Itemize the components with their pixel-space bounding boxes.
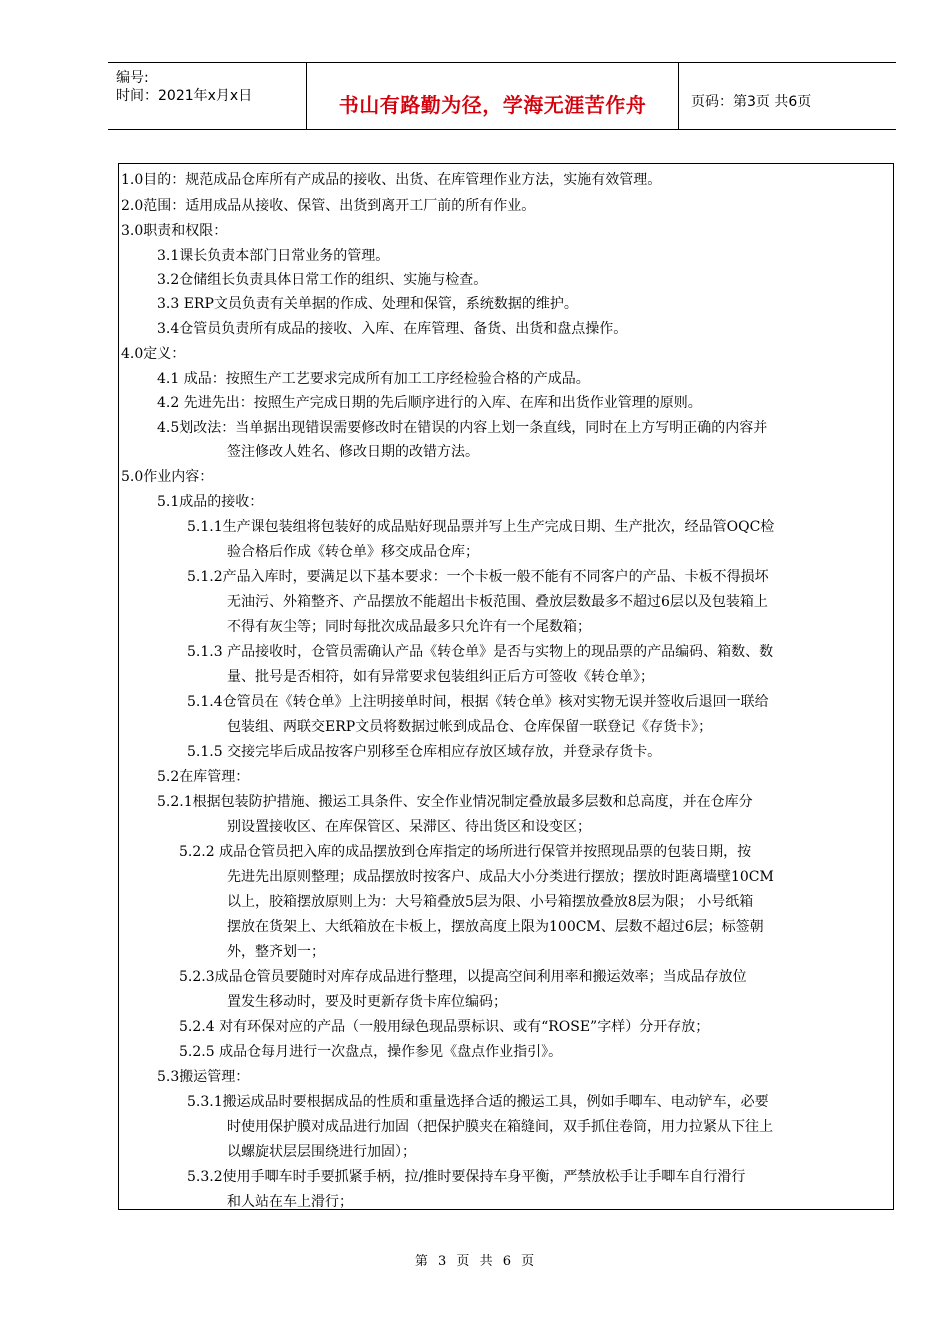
content-line: 5.2.3成品仓管员要随时对库存成品进行整理，以提高空间利用率和搬运效率；当成品存放位 bbox=[179, 969, 747, 985]
content-line: 1.0目的：规范成品仓库所有产成品的接收、出货、在库管理作业方法，实施有效管理。 bbox=[121, 172, 662, 188]
header-page-cell bbox=[679, 63, 896, 129]
content-line: 4.2 先进先出：按照生产完成日期的先后顺序进行的入库、在库和出货作业管理的原则。 bbox=[157, 395, 702, 411]
content-line: 3.2仓储组长负责具体日常工作的组织、实施与检查。 bbox=[157, 272, 488, 288]
document-header bbox=[108, 62, 896, 130]
content-line: 5.2.5 成品仓每月进行一次盘点，操作参见《盘点作业指引》。 bbox=[179, 1044, 563, 1060]
header-page-label: 页码：第3页 共6页 bbox=[691, 94, 812, 110]
content-line: 签注修改人姓名、修改日期的改错方法。 bbox=[227, 444, 479, 460]
footer-di: 第 bbox=[414, 1254, 429, 1269]
content-line: 5.2在库管理： bbox=[157, 769, 250, 785]
content-line: 3.3 ERP文员负责有关单据的作成、处理和保管，系统数据的维护。 bbox=[157, 296, 578, 312]
content-line: 5.0作业内容： bbox=[121, 469, 214, 485]
procedure-content-box bbox=[118, 163, 894, 1210]
content-line: 置发生移动时，要及时更新存货卡库位编码； bbox=[227, 994, 507, 1010]
content-line: 5.1.3 产品接收时，仓管员需确认产品《转仓单》是否与实物上的现品票的产品编码、箱数、数 bbox=[187, 644, 774, 660]
content-line: 3.1课长负责本部门日常业务的管理。 bbox=[157, 248, 390, 264]
footer-page-number: 3 bbox=[437, 1254, 448, 1269]
content-line: 5.1.5 交接完毕后成品按客户别移至仓库相应存放区域存放，并登录存货卡。 bbox=[187, 744, 662, 760]
content-line: 不得有灰尘等；同时每批次成品最多只允许有一个尾数箱； bbox=[227, 619, 591, 635]
content-line: 5.1.2产品入库时，要满足以下基本要求：一个卡板一般不能有不同客户的产品、卡板不得损坏 bbox=[187, 569, 769, 585]
content-line: 5.1.1生产课包装组将包装好的成品贴好现品票并写上生产完成日期、生产批次，经品管OQC检 bbox=[187, 519, 775, 535]
content-line: 外，整齐划一； bbox=[227, 944, 325, 960]
content-line: 3.0职责和权限： bbox=[121, 223, 228, 239]
content-line: 3.4仓管员负责所有成品的接收、入库、在库管理、备货、出货和盘点操作。 bbox=[157, 321, 628, 337]
header-motto: 书山有路勤为径，学海无涯苦作舟 bbox=[338, 93, 647, 117]
content-line: 5.2.4 对有环保对应的产品（一般用绿色现品票标识、或有“ROSE”字样）分开存放； bbox=[179, 1019, 710, 1035]
content-line: 5.3搬运管理： bbox=[157, 1069, 250, 1085]
footer-ye: 页 bbox=[521, 1254, 536, 1269]
content-line: 以螺旋状层层围绕进行加固）； bbox=[227, 1144, 416, 1160]
content-line: 先进先出原则整理；成品摆放时按客户、成品大小分类进行摆放；摆放时距离墙壁10CM bbox=[227, 869, 774, 885]
document-code-label: 编号: bbox=[116, 70, 149, 86]
content-line: 5.2.2 成品仓管员把入库的成品摆放到仓库指定的场所进行保管并按照现品票的包装日期，按 bbox=[179, 844, 752, 860]
document-date-label: 时间：2021年x月x日 bbox=[116, 88, 253, 104]
content-line: 量、批号是否相符，如有异常要求包装组纠正后方可签收《转仓单》； bbox=[227, 669, 654, 685]
header-info-cell bbox=[108, 63, 307, 129]
content-line: 5.1成品的接收： bbox=[157, 494, 264, 510]
content-line: 5.1.4仓管员在《转仓单》上注明接单时间，根据《转仓单》核对实物无误并签收后退回一联给 bbox=[187, 694, 769, 710]
footer-total-pages: 6 bbox=[502, 1254, 512, 1269]
content-line: 和人站在车上滑行； bbox=[227, 1194, 353, 1210]
content-line: 5.3.1搬运成品时要根据成品的性质和重量选择合适的搬运工具，例如手唧车、电动铲车，必要 bbox=[187, 1094, 769, 1110]
content-line: 以上，胶箱摆放原则上为：大号箱叠放5层为限、小号箱摆放叠放8层为限； 小号纸箱 bbox=[227, 894, 754, 910]
content-line: 4.1 成品：按照生产工艺要求完成所有加工工序经检验合格的产成品。 bbox=[157, 371, 590, 387]
footer-gong: 共 bbox=[479, 1254, 494, 1269]
content-line: 4.0定义： bbox=[121, 346, 186, 362]
content-line: 验合格后作成《转仓单》移交成品仓库； bbox=[227, 544, 479, 560]
content-line: 2.0范围：适用成品从接收、保管、出货到离开工厂前的所有作业。 bbox=[121, 198, 536, 214]
content-line: 摆放在货架上、大纸箱放在卡板上，摆放高度上限为100CM、层数不超过6层；标签朝 bbox=[227, 919, 764, 935]
header-motto-cell bbox=[307, 63, 679, 129]
page-footer bbox=[0, 1250, 950, 1269]
footer-ye: 页 bbox=[456, 1254, 471, 1269]
content-line: 5.3.2使用手唧车时手要抓紧手柄，拉/推时要保持车身平衡，严禁放松手让手唧车自行滑行 bbox=[187, 1169, 746, 1185]
content-line: 4.5划改法：当单据出现错误需要修改时在错误的内容上划一条直线，同时在上方写明正确的内容并 bbox=[157, 420, 768, 436]
content-line: 5.2.1根据包装防护措施、搬运工具条件、安全作业情况制定叠放最多层数和总高度，并在仓库分 bbox=[157, 794, 753, 810]
content-line: 无油污、外箱整齐、产品摆放不能超出卡板范围、叠放层数最多不超过6层以及包装箱上 bbox=[227, 594, 768, 610]
content-line: 包装组、两联交ERP文员将数据过帐到成品仓、仓库保留一联登记《存货卡》； bbox=[227, 719, 713, 735]
content-line: 时使用保护膜对成品进行加固（把保护膜夹在箱缝间，双手抓住卷筒，用力拉紧从下往上 bbox=[227, 1119, 773, 1135]
content-line: 别设置接收区、在库保管区、呆滞区、待出货区和设变区； bbox=[227, 819, 591, 835]
